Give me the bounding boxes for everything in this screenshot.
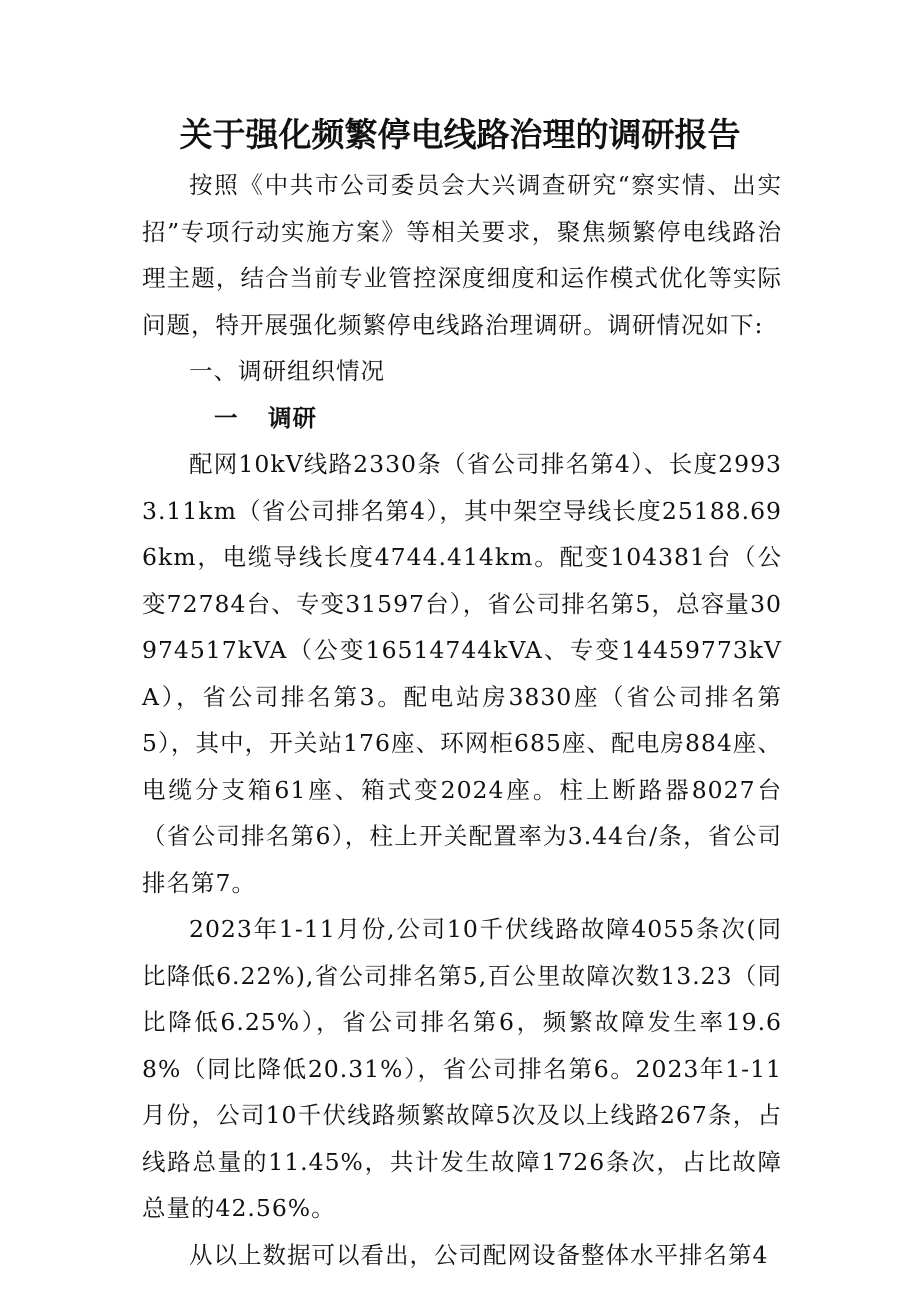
subsection-heading-research [142,395,782,442]
document-title: 关于强化频繁停电线路治理的调研报告 [179,115,741,154]
subsection-title: 调研 [268,403,317,432]
equipment-paragraph: 配网10kV线路2330条（省公司排名第4）、长度29933.11km（省公司排名第4），其中架空导线长度25188.696km，电缆导线长度4744.414km。配变104381台（公变72784台、专变31597台），省公司排名第5，总容量30974517kVA（公变16514744kVA、专变14459773kVA），省公司排名第3。配电站房3830座（省公司排名第5），其中，开关站176座、环网柜685座、配电房884座、电缆分支箱61座、箱式变2024座。柱上断路器8027台（省公司排名第6），柱上开关配置率为3.44台/条，省公司排名第7。 [142,450,782,897]
intro-paragraph: 按照《中共市公司委员会大兴调查研究“察实情、出实招”专项行动实施方案》等相关要求，聚焦频繁停电线路治理主题，结合当前专业管控深度细度和运作模式优化等实际问题，特开展强化频繁停电线路治理调研。调研情况如下: [142,171,782,339]
section-heading-organization: 一、调研组织情况 [189,357,385,385]
faults-paragraph: 2023年1-11月份,公司10千伏线路故障4055条次(同比降低6.22%),省公司排名第5,百公里故障次数13.23（同比降低6.25%），省公司排名第6，频繁故障发生率19.68%（同比降低20.31%），省公司排名第6。2023年1-11月份，公司10千伏线路频繁故障5次及以上线路267条，占线路总量的11.45%，共计发生故障1726条次，占比故障总量的42.56%。 [142,915,782,1222]
subsection-number: 一 [214,403,239,432]
conclusion-paragraph: 从以上数据可以看出，公司配网设备整体水平排名第4 [189,1240,769,1269]
document-body [142,162,782,1278]
